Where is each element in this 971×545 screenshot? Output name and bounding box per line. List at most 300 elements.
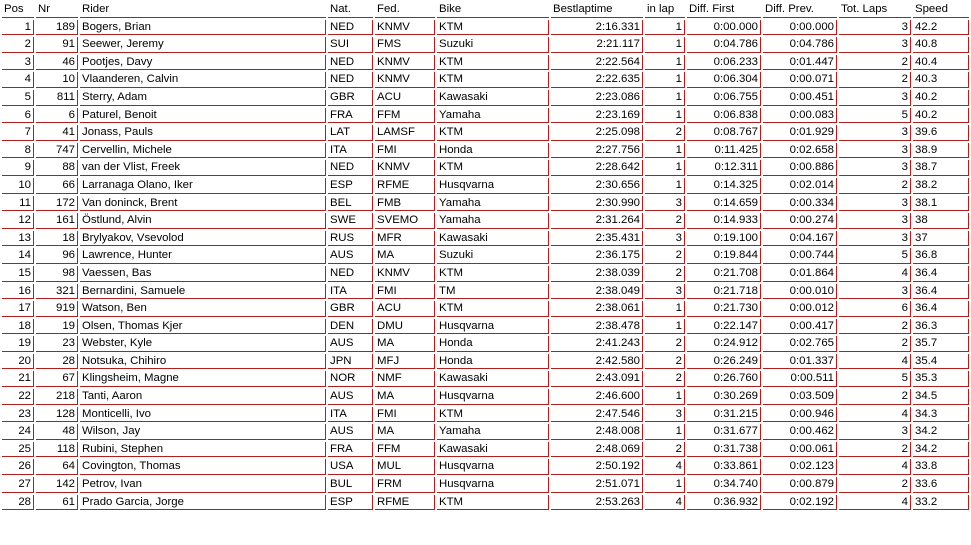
cell-speed: 36.4 — [913, 301, 969, 317]
cell-diff-first: 0:36.932 — [687, 495, 761, 511]
cell-fed: DMU — [375, 319, 435, 335]
cell-bike: Suzuki — [437, 248, 549, 264]
cell-fed: FMB — [375, 196, 435, 212]
table-row — [2, 354, 969, 370]
cell-nat: ITA — [328, 143, 373, 159]
table-row — [2, 424, 969, 440]
cell-nat: NED — [328, 72, 373, 88]
cell-diff-prev: 0:02.192 — [763, 495, 837, 511]
cell-fed: FMS — [375, 37, 435, 53]
cell-nat: NED — [328, 160, 373, 176]
cell-nat: ESP — [328, 178, 373, 194]
column-header-nat: Nat. — [328, 2, 373, 18]
cell-bestlaptime: 2:22.564 — [551, 55, 643, 71]
cell-bestlaptime: 2:35.431 — [551, 231, 643, 247]
cell-fed: MFJ — [375, 354, 435, 370]
cell-rider: Vlaanderen, Calvin — [80, 72, 326, 88]
table-row — [2, 284, 969, 300]
cell-diff-first: 0:21.708 — [687, 266, 761, 282]
cell-diff-prev: 0:00.000 — [763, 20, 837, 36]
cell-speed: 33.2 — [913, 495, 969, 511]
table-row — [2, 90, 969, 106]
cell-tot-laps: 5 — [839, 108, 911, 124]
cell-fed: KNMV — [375, 266, 435, 282]
cell-fed: ACU — [375, 90, 435, 106]
cell-diff-prev: 0:00.334 — [763, 196, 837, 212]
cell-diff-prev: 0:00.010 — [763, 284, 837, 300]
column-header-diff-prev: Diff. Prev. — [763, 2, 837, 18]
cell-diff-prev: 0:00.879 — [763, 477, 837, 493]
cell-nat: SWE — [328, 213, 373, 229]
cell-diff-first: 0:06.304 — [687, 72, 761, 88]
cell-nat: ESP — [328, 495, 373, 511]
cell-nat: USA — [328, 459, 373, 475]
cell-pos: 24 — [2, 424, 34, 440]
cell-diff-first: 0:34.740 — [687, 477, 761, 493]
cell-pos: 14 — [2, 248, 34, 264]
cell-diff-first: 0:19.844 — [687, 248, 761, 264]
cell-diff-first: 0:08.767 — [687, 125, 761, 141]
table-row — [2, 266, 969, 282]
table-row — [2, 108, 969, 124]
cell-tot-laps: 4 — [839, 407, 911, 423]
cell-tot-laps: 3 — [839, 424, 911, 440]
cell-nat: FRA — [328, 442, 373, 458]
cell-bike: Yamaha — [437, 424, 549, 440]
cell-diff-first: 0:04.786 — [687, 37, 761, 53]
cell-nat: JPN — [328, 354, 373, 370]
cell-diff-first: 0:06.755 — [687, 90, 761, 106]
cell-rider: Larranaga Olano, Iker — [80, 178, 326, 194]
cell-tot-laps: 3 — [839, 196, 911, 212]
cell-speed: 33.8 — [913, 459, 969, 475]
cell-tot-laps: 2 — [839, 72, 911, 88]
cell-in-lap: 2 — [645, 125, 685, 141]
cell-rider: Pootjes, Davy — [80, 55, 326, 71]
cell-pos: 20 — [2, 354, 34, 370]
cell-nr: 23 — [36, 336, 78, 352]
cell-diff-first: 0:11.425 — [687, 143, 761, 159]
cell-nr: 41 — [36, 125, 78, 141]
cell-speed: 33.6 — [913, 477, 969, 493]
column-header-rider: Rider — [80, 2, 326, 18]
cell-pos: 17 — [2, 301, 34, 317]
cell-in-lap: 1 — [645, 55, 685, 71]
cell-bestlaptime: 2:30.656 — [551, 178, 643, 194]
cell-bike: KTM — [437, 72, 549, 88]
cell-nr: 98 — [36, 266, 78, 282]
cell-bike: KTM — [437, 125, 549, 141]
cell-fed: KNMV — [375, 20, 435, 36]
column-header-diff-first: Diff. First — [687, 2, 761, 18]
cell-pos: 22 — [2, 389, 34, 405]
cell-diff-first: 0:33.861 — [687, 459, 761, 475]
cell-fed: ACU — [375, 301, 435, 317]
cell-in-lap: 1 — [645, 160, 685, 176]
column-header-bike: Bike — [437, 2, 549, 18]
cell-fed: KNMV — [375, 72, 435, 88]
cell-diff-first: 0:30.269 — [687, 389, 761, 405]
cell-in-lap: 1 — [645, 319, 685, 335]
cell-nr: 118 — [36, 442, 78, 458]
cell-bestlaptime: 2:38.049 — [551, 284, 643, 300]
cell-nr: 142 — [36, 477, 78, 493]
cell-in-lap: 1 — [645, 301, 685, 317]
cell-speed: 35.3 — [913, 371, 969, 387]
cell-diff-prev: 0:01.864 — [763, 266, 837, 282]
cell-pos: 15 — [2, 266, 34, 282]
cell-pos: 16 — [2, 284, 34, 300]
cell-diff-prev: 0:00.083 — [763, 108, 837, 124]
cell-bestlaptime: 2:31.264 — [551, 213, 643, 229]
cell-tot-laps: 5 — [839, 371, 911, 387]
cell-nr: 48 — [36, 424, 78, 440]
table-row — [2, 72, 969, 88]
cell-pos: 19 — [2, 336, 34, 352]
cell-in-lap: 2 — [645, 354, 685, 370]
cell-nat: NED — [328, 20, 373, 36]
cell-rider: Cervellin, Michele — [80, 143, 326, 159]
cell-bestlaptime: 2:38.061 — [551, 301, 643, 317]
cell-speed: 38.1 — [913, 196, 969, 212]
cell-in-lap: 1 — [645, 37, 685, 53]
cell-rider: Webster, Kyle — [80, 336, 326, 352]
cell-diff-first: 0:19.100 — [687, 231, 761, 247]
cell-tot-laps: 3 — [839, 160, 911, 176]
table-row — [2, 495, 969, 511]
cell-pos: 23 — [2, 407, 34, 423]
cell-fed: MFR — [375, 231, 435, 247]
cell-nat: DEN — [328, 319, 373, 335]
cell-fed: LAMSF — [375, 125, 435, 141]
cell-tot-laps: 3 — [839, 37, 911, 53]
cell-bestlaptime: 2:50.192 — [551, 459, 643, 475]
cell-diff-first: 0:21.730 — [687, 301, 761, 317]
cell-bike: KTM — [437, 160, 549, 176]
cell-pos: 9 — [2, 160, 34, 176]
cell-pos: 27 — [2, 477, 34, 493]
cell-nr: 172 — [36, 196, 78, 212]
cell-speed: 39.6 — [913, 125, 969, 141]
cell-fed: FFM — [375, 108, 435, 124]
cell-diff-first: 0:26.249 — [687, 354, 761, 370]
table-row — [2, 336, 969, 352]
cell-nr: 88 — [36, 160, 78, 176]
cell-fed: FRM — [375, 477, 435, 493]
cell-fed: NMF — [375, 371, 435, 387]
table-row — [2, 459, 969, 475]
cell-bike: Husqvarna — [437, 477, 549, 493]
cell-diff-prev: 0:00.886 — [763, 160, 837, 176]
cell-nr: 128 — [36, 407, 78, 423]
cell-fed: MA — [375, 424, 435, 440]
cell-bike: Husqvarna — [437, 459, 549, 475]
cell-fed: FFM — [375, 442, 435, 458]
cell-bestlaptime: 2:36.175 — [551, 248, 643, 264]
cell-pos: 7 — [2, 125, 34, 141]
cell-in-lap: 2 — [645, 266, 685, 282]
cell-nat: GBR — [328, 301, 373, 317]
cell-diff-first: 0:26.760 — [687, 371, 761, 387]
cell-rider: Watson, Ben — [80, 301, 326, 317]
cell-in-lap: 1 — [645, 424, 685, 440]
cell-rider: Bernardini, Samuele — [80, 284, 326, 300]
cell-tot-laps: 3 — [839, 20, 911, 36]
cell-diff-prev: 0:01.929 — [763, 125, 837, 141]
cell-pos: 25 — [2, 442, 34, 458]
cell-nat: FRA — [328, 108, 373, 124]
cell-rider: Brylyakov, Vsevolod — [80, 231, 326, 247]
table-row — [2, 213, 969, 229]
cell-tot-laps: 2 — [839, 477, 911, 493]
cell-nr: 67 — [36, 371, 78, 387]
cell-rider: Vaessen, Bas — [80, 266, 326, 282]
cell-nat: GBR — [328, 90, 373, 106]
cell-nr: 189 — [36, 20, 78, 36]
cell-rider: Notsuka, Chihiro — [80, 354, 326, 370]
cell-in-lap: 1 — [645, 477, 685, 493]
cell-in-lap: 1 — [645, 108, 685, 124]
cell-bestlaptime: 2:43.091 — [551, 371, 643, 387]
cell-rider: Wilson, Jay — [80, 424, 326, 440]
cell-bike: KTM — [437, 495, 549, 511]
cell-bestlaptime: 2:22.635 — [551, 72, 643, 88]
cell-diff-prev: 0:00.462 — [763, 424, 837, 440]
cell-fed: FMI — [375, 284, 435, 300]
cell-rider: Petrov, Ivan — [80, 477, 326, 493]
table-row — [2, 371, 969, 387]
cell-diff-first: 0:06.233 — [687, 55, 761, 71]
cell-speed: 37 — [913, 231, 969, 247]
cell-diff-prev: 0:04.167 — [763, 231, 837, 247]
cell-nr: 19 — [36, 319, 78, 335]
cell-diff-prev: 0:00.071 — [763, 72, 837, 88]
column-header-nr: Nr — [36, 2, 78, 18]
cell-bike: Suzuki — [437, 37, 549, 53]
column-header-in-lap: in lap — [645, 2, 685, 18]
cell-diff-first: 0:31.215 — [687, 407, 761, 423]
cell-speed: 36.4 — [913, 266, 969, 282]
cell-diff-prev: 0:04.786 — [763, 37, 837, 53]
cell-in-lap: 2 — [645, 336, 685, 352]
cell-nat: LAT — [328, 125, 373, 141]
cell-tot-laps: 2 — [839, 319, 911, 335]
cell-bike: Kawasaki — [437, 90, 549, 106]
cell-diff-prev: 0:00.274 — [763, 213, 837, 229]
cell-in-lap: 3 — [645, 407, 685, 423]
cell-bestlaptime: 2:27.756 — [551, 143, 643, 159]
table-row — [2, 55, 969, 71]
cell-diff-prev: 0:02.658 — [763, 143, 837, 159]
column-header-pos: Pos — [2, 2, 34, 18]
cell-bike: KTM — [437, 55, 549, 71]
cell-speed: 34.2 — [913, 442, 969, 458]
cell-bestlaptime: 2:38.039 — [551, 266, 643, 282]
cell-nat: ITA — [328, 284, 373, 300]
cell-speed: 38.9 — [913, 143, 969, 159]
cell-bike: Kawasaki — [437, 442, 549, 458]
cell-fed: FMI — [375, 407, 435, 423]
cell-bestlaptime: 2:25.098 — [551, 125, 643, 141]
cell-tot-laps: 3 — [839, 213, 911, 229]
cell-bestlaptime: 2:46.600 — [551, 389, 643, 405]
cell-rider: Paturel, Benoit — [80, 108, 326, 124]
table-row — [2, 37, 969, 53]
cell-fed: MA — [375, 336, 435, 352]
cell-bike: Husqvarna — [437, 178, 549, 194]
cell-in-lap: 1 — [645, 143, 685, 159]
cell-diff-first: 0:24.912 — [687, 336, 761, 352]
table-row — [2, 301, 969, 317]
cell-in-lap: 1 — [645, 90, 685, 106]
cell-speed: 36.8 — [913, 248, 969, 264]
cell-bestlaptime: 2:48.069 — [551, 442, 643, 458]
cell-in-lap: 1 — [645, 72, 685, 88]
cell-diff-prev: 0:01.447 — [763, 55, 837, 71]
cell-nr: 64 — [36, 459, 78, 475]
cell-speed: 36.4 — [913, 284, 969, 300]
cell-tot-laps: 4 — [839, 266, 911, 282]
cell-tot-laps: 3 — [839, 90, 911, 106]
cell-speed: 40.3 — [913, 72, 969, 88]
table-row — [2, 442, 969, 458]
cell-pos: 18 — [2, 319, 34, 335]
cell-fed: RFME — [375, 495, 435, 511]
cell-pos: 5 — [2, 90, 34, 106]
cell-rider: Monticelli, Ivo — [80, 407, 326, 423]
cell-tot-laps: 3 — [839, 143, 911, 159]
cell-speed: 42.2 — [913, 20, 969, 36]
cell-bike: Husqvarna — [437, 319, 549, 335]
cell-nr: 66 — [36, 178, 78, 194]
cell-diff-prev: 0:00.012 — [763, 301, 837, 317]
cell-in-lap: 4 — [645, 459, 685, 475]
cell-nat: AUS — [328, 424, 373, 440]
cell-bike: KTM — [437, 266, 549, 282]
cell-rider: Östlund, Alvin — [80, 213, 326, 229]
cell-speed: 40.8 — [913, 37, 969, 53]
cell-diff-prev: 0:00.946 — [763, 407, 837, 423]
cell-pos: 10 — [2, 178, 34, 194]
table-row — [2, 389, 969, 405]
cell-bike: Kawasaki — [437, 231, 549, 247]
cell-diff-prev: 0:00.451 — [763, 90, 837, 106]
cell-diff-prev: 0:00.417 — [763, 319, 837, 335]
cell-pos: 6 — [2, 108, 34, 124]
cell-bike: Honda — [437, 143, 549, 159]
cell-diff-first: 0:31.677 — [687, 424, 761, 440]
cell-bike: Husqvarna — [437, 389, 549, 405]
cell-rider: Olsen, Thomas Kjer — [80, 319, 326, 335]
cell-bike: KTM — [437, 20, 549, 36]
cell-speed: 34.3 — [913, 407, 969, 423]
cell-nat: AUS — [328, 336, 373, 352]
cell-in-lap: 3 — [645, 284, 685, 300]
table-row — [2, 160, 969, 176]
cell-bike: Yamaha — [437, 196, 549, 212]
cell-nr: 6 — [36, 108, 78, 124]
cell-rider: Van doninck, Brent — [80, 196, 326, 212]
cell-in-lap: 1 — [645, 20, 685, 36]
cell-speed: 38 — [913, 213, 969, 229]
cell-diff-prev: 0:02.123 — [763, 459, 837, 475]
cell-bestlaptime: 2:51.071 — [551, 477, 643, 493]
cell-bike: Honda — [437, 354, 549, 370]
cell-bestlaptime: 2:47.546 — [551, 407, 643, 423]
cell-nat: AUS — [328, 389, 373, 405]
cell-rider: Jonass, Pauls — [80, 125, 326, 141]
cell-speed: 38.2 — [913, 178, 969, 194]
cell-fed: KNMV — [375, 55, 435, 71]
table-row — [2, 477, 969, 493]
cell-pos: 28 — [2, 495, 34, 511]
header-row — [2, 2, 969, 18]
cell-fed: KNMV — [375, 160, 435, 176]
cell-bestlaptime: 2:30.990 — [551, 196, 643, 212]
cell-pos: 13 — [2, 231, 34, 247]
cell-tot-laps: 3 — [839, 231, 911, 247]
table-row — [2, 319, 969, 335]
table-row — [2, 248, 969, 264]
cell-bestlaptime: 2:48.008 — [551, 424, 643, 440]
cell-tot-laps: 2 — [839, 55, 911, 71]
cell-nr: 91 — [36, 37, 78, 53]
cell-rider: Lawrence, Hunter — [80, 248, 326, 264]
cell-diff-prev: 0:00.511 — [763, 371, 837, 387]
cell-diff-prev: 0:01.337 — [763, 354, 837, 370]
cell-tot-laps: 5 — [839, 248, 911, 264]
cell-speed: 38.7 — [913, 160, 969, 176]
cell-in-lap: 3 — [645, 196, 685, 212]
cell-nr: 919 — [36, 301, 78, 317]
cell-nat: AUS — [328, 248, 373, 264]
cell-diff-first: 0:12.311 — [687, 160, 761, 176]
cell-in-lap: 3 — [645, 231, 685, 247]
cell-pos: 2 — [2, 37, 34, 53]
cell-fed: RFME — [375, 178, 435, 194]
cell-bestlaptime: 2:16.331 — [551, 20, 643, 36]
cell-nr: 18 — [36, 231, 78, 247]
cell-rider: Klingsheim, Magne — [80, 371, 326, 387]
cell-bestlaptime: 2:38.478 — [551, 319, 643, 335]
results-body — [2, 20, 969, 511]
column-header-tot-laps: Tot. Laps — [839, 2, 911, 18]
cell-tot-laps: 2 — [839, 178, 911, 194]
cell-diff-first: 0:14.933 — [687, 213, 761, 229]
table-row — [2, 196, 969, 212]
cell-speed: 35.4 — [913, 354, 969, 370]
cell-diff-first: 0:14.325 — [687, 178, 761, 194]
table-row — [2, 20, 969, 36]
cell-bestlaptime: 2:41.243 — [551, 336, 643, 352]
cell-nat: NED — [328, 55, 373, 71]
cell-in-lap: 2 — [645, 213, 685, 229]
table-row — [2, 231, 969, 247]
column-header-speed: Speed — [913, 2, 969, 18]
cell-speed: 34.2 — [913, 424, 969, 440]
cell-nat: BUL — [328, 477, 373, 493]
cell-in-lap: 2 — [645, 442, 685, 458]
cell-nat: NOR — [328, 371, 373, 387]
cell-bestlaptime: 2:53.263 — [551, 495, 643, 511]
cell-tot-laps: 6 — [839, 301, 911, 317]
cell-diff-first: 0:00.000 — [687, 20, 761, 36]
cell-nat: BEL — [328, 196, 373, 212]
cell-pos: 4 — [2, 72, 34, 88]
cell-bike: KTM — [437, 407, 549, 423]
cell-bestlaptime: 2:23.169 — [551, 108, 643, 124]
cell-nr: 61 — [36, 495, 78, 511]
